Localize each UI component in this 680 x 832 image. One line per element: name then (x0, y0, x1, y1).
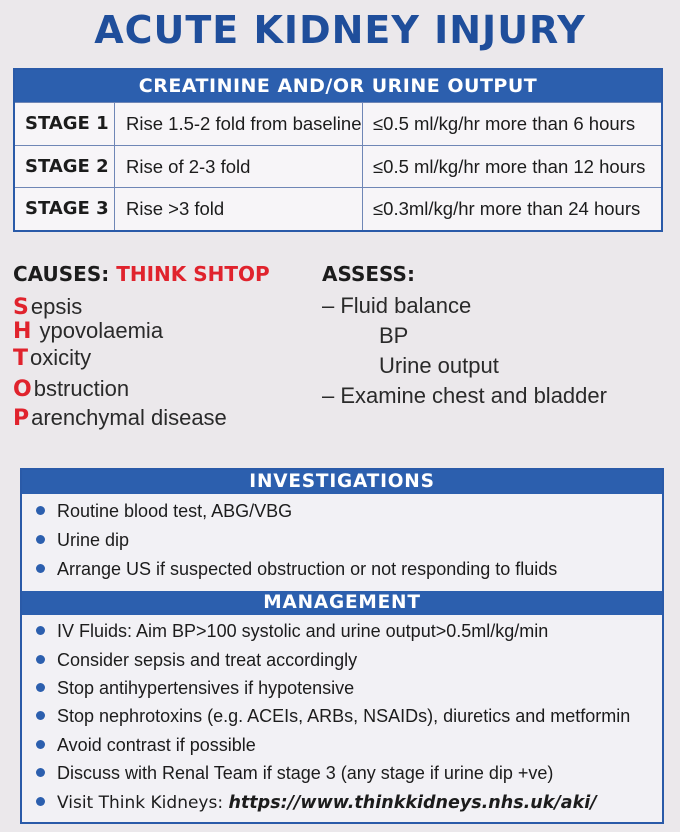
list-item: Consider sepsis and treat accordingly (36, 650, 357, 671)
mnemonic-letter: S (13, 295, 29, 320)
list-item: BP (379, 323, 409, 348)
assess-heading: ASSESS: (322, 262, 415, 286)
list-item: Discuss with Renal Team if stage 3 (any stage if urine dip +ve) (36, 763, 553, 784)
management-heading: MANAGEMENT (22, 591, 662, 615)
stage-label: STAGE 1 (15, 103, 115, 145)
bullet-icon (36, 768, 45, 777)
causes-heading (13, 262, 270, 286)
stage-label: STAGE 2 (15, 146, 115, 188)
bullet-icon (36, 506, 45, 515)
stage-label: STAGE 3 (15, 188, 115, 230)
urine-criterion: ≤0.5 ml/kg/hr more than 12 hours (373, 156, 646, 177)
mnemonic-letter: O (13, 377, 32, 402)
staging-header: CREATININE AND/OR URINE OUTPUT (15, 70, 661, 102)
list-item: Avoid contrast if possible (36, 735, 256, 756)
table-row (15, 187, 661, 230)
list-item: Arrange US if suspected obstruction or not responding to fluids (36, 559, 557, 580)
list-item: Routine blood test, ABG/VBG (36, 501, 292, 522)
page-title: ACUTE KIDNEY INJURY (94, 8, 586, 52)
mnemonic-letter: H (13, 319, 32, 344)
bullet-icon (36, 797, 45, 806)
bullet-icon (36, 564, 45, 573)
bullet-icon (36, 683, 45, 692)
bullet-icon (36, 655, 45, 664)
cause-text: bstruction (33, 376, 130, 401)
bullet-icon (36, 535, 45, 544)
mnemonic-letter: T (13, 346, 29, 371)
causes-title: CAUSES: (13, 262, 110, 286)
investigations-management-panel (20, 468, 664, 824)
staging-table (13, 68, 663, 232)
list-item (13, 294, 82, 320)
think-kidneys-link[interactable]: https://www.thinkkidneys.nhs.uk/aki/ (228, 793, 597, 813)
cause-text: epsis (30, 294, 83, 319)
list-item (36, 792, 597, 813)
list-item (13, 405, 227, 431)
cause-text: ypovolaemia (33, 318, 164, 343)
table-row (15, 145, 661, 188)
list-item: Urine output (379, 353, 499, 378)
list-item: – Examine chest and bladder (322, 383, 607, 408)
list-item (13, 376, 129, 402)
list-item: Stop antihypertensives if hypotensive (36, 678, 354, 699)
urine-criterion: ≤0.3ml/kg/hr more than 24 hours (373, 198, 641, 219)
bullet-icon (36, 740, 45, 749)
investigations-heading: INVESTIGATIONS (22, 470, 662, 494)
creatinine-criterion: Rise 1.5-2 fold from baseline (115, 103, 363, 145)
list-item: Stop nephrotoxins (e.g. ACEIs, ARBs, NSAIDs), diuretics and metformin (36, 706, 630, 727)
list-item: – Fluid balance (322, 293, 472, 318)
creatinine-criterion: Rise >3 fold (115, 188, 363, 230)
table-row (15, 102, 661, 145)
bullet-icon (36, 626, 45, 635)
list-item (13, 318, 163, 344)
cause-text: oxicity (30, 345, 92, 370)
list-item: Urine dip (36, 530, 129, 551)
mnemonic-letter: P (13, 406, 30, 431)
bullet-icon (36, 711, 45, 720)
link-label: Visit Think Kidneys: (57, 793, 229, 813)
list-item (13, 345, 91, 371)
creatinine-criterion: Rise of 2-3 fold (115, 146, 363, 188)
causes-mnemonic: THINK SHTOP (116, 262, 270, 286)
urine-criterion: ≤0.5 ml/kg/hr more than 6 hours (373, 113, 636, 134)
cause-text: arenchymal disease (31, 405, 227, 430)
list-item: IV Fluids: Aim BP>100 systolic and urine output>0.5ml/kg/min (36, 621, 548, 642)
